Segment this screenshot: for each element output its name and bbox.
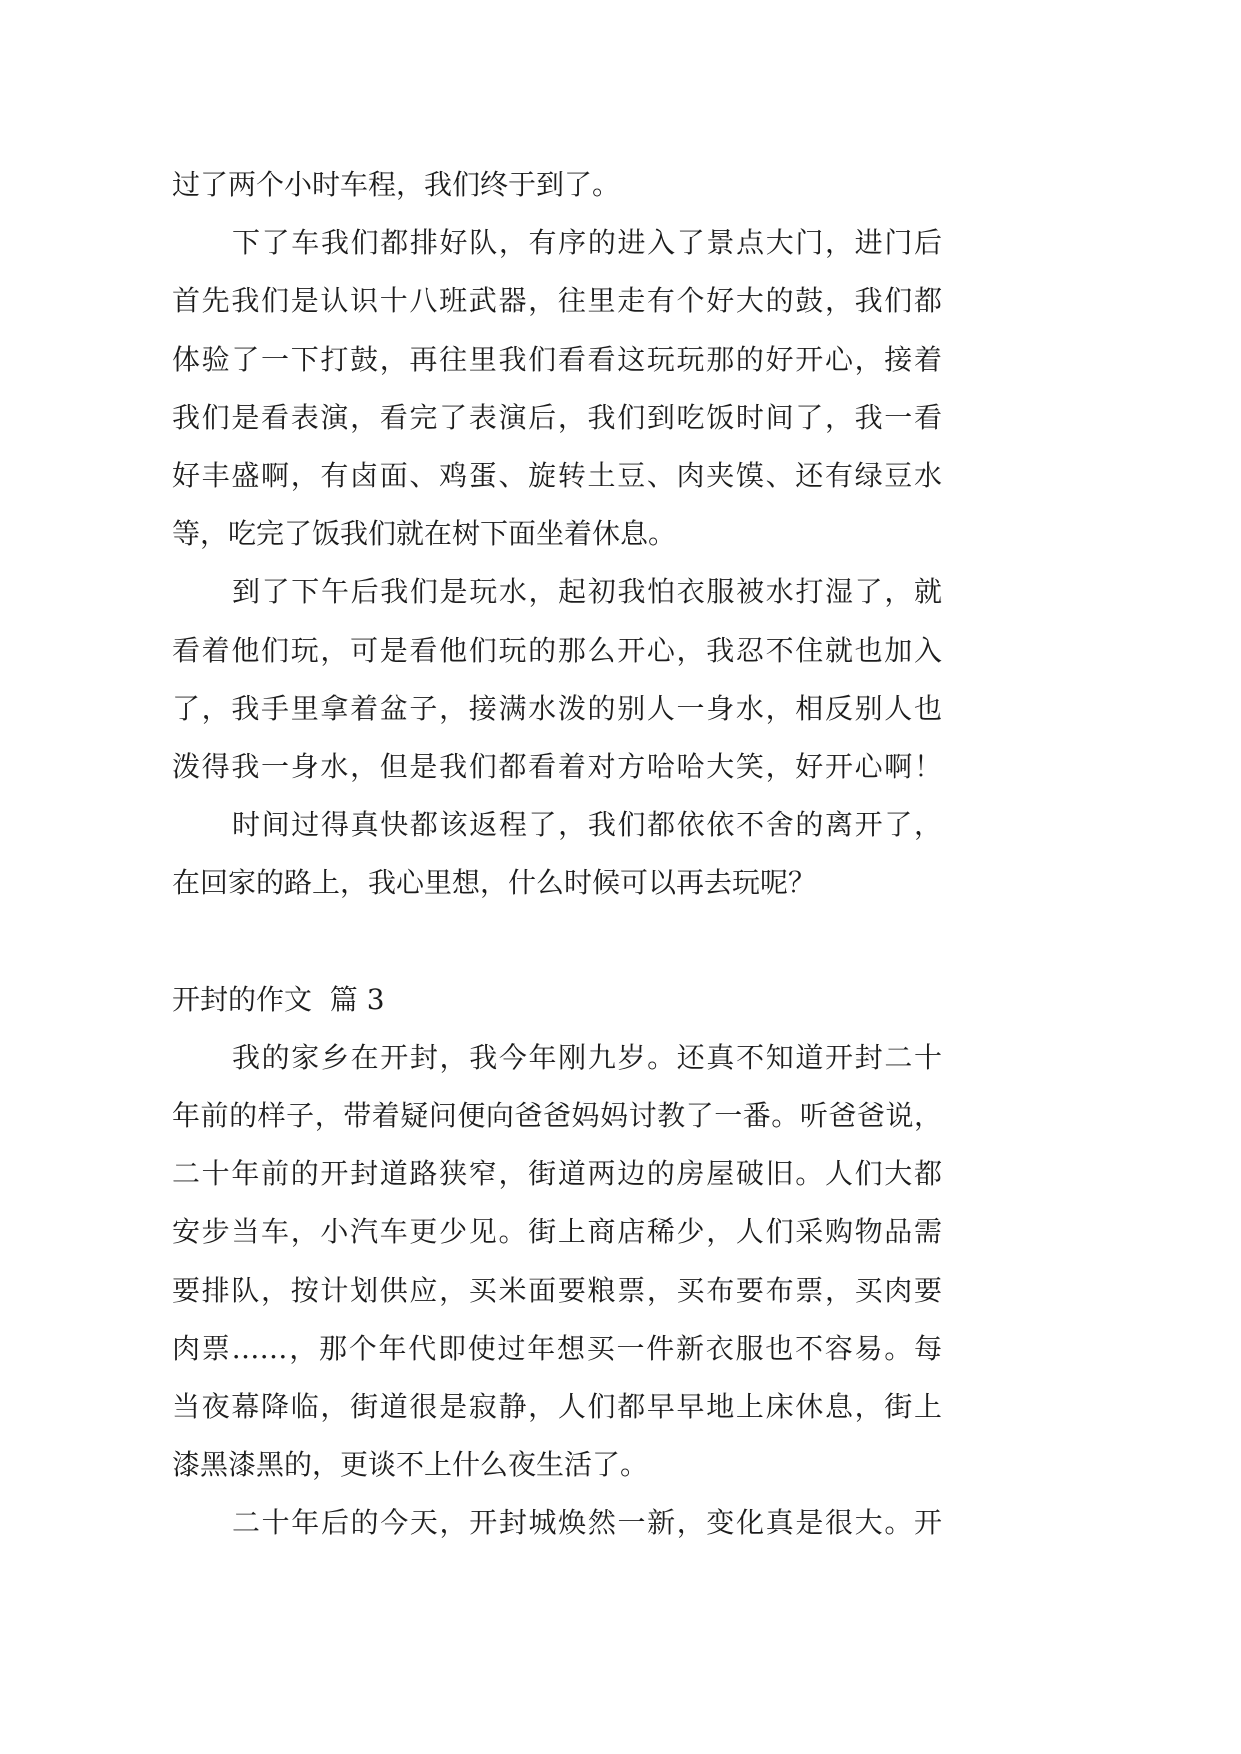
text-line: 好丰盛啊，有卤面、鸡蛋、旋转土豆、肉夹馍、还有绿豆水 [172,458,942,492]
text-line: 漆黑漆黑的，更谈不上什么夜生活了。 [172,1448,649,1482]
text-line: 等，吃完了饭我们就在树下面坐着休息。 [172,517,677,551]
text-line: 时间过得真快都该返程了，我们都依依不舍的离开了， [232,808,942,842]
text-line: 在回家的路上，我心里想，什么时候可以再去玩呢？ [172,866,817,900]
text-line: 泼得我一身水，但是我们都看着对方哈哈大笑，好开心啊！ [172,749,942,783]
paragraph [172,796,942,912]
text-line: 肉票……，那个年代即使过年想买一件新衣服也不容易。每 [172,1331,942,1365]
text-line: 年前的样子，带着疑问便向爸爸妈妈讨教了一番。听爸爸说， [172,1099,942,1132]
text-line: 体验了一下打鼓，再往里我们看看这玩玩那的好开心，接着 [172,342,942,376]
text-line: 过了两个小时车程，我们终于到了。 [172,168,621,201]
blank-line [172,912,942,970]
text-line: 安步当车，小汽车更少见。街上商店稀少，人们采购物品需 [172,1215,942,1249]
section-heading: 开封的作文 篇 3 [172,982,385,1016]
paragraph [172,563,942,796]
paragraph [172,214,942,563]
paragraph [172,1029,942,1495]
text-line: 首先我们是认识十八班武器，往里走有个好大的鼓，我们都 [172,284,942,318]
text-line: 当夜幕降临，街道很是寂静，人们都早早地上床休息，街上 [172,1389,942,1423]
paragraph [172,1494,942,1552]
text-line: 看着他们玩，可是看他们玩的那么开心，我忍不住就也加入 [172,633,942,667]
document-page [172,156,942,1553]
text-line: 下了车我们都排好队，有序的进入了景点大门，进门后 [232,226,942,260]
text-line: 了，我手里拿着盆子，接满水泼的别人一身水，相反别人也 [172,691,942,725]
text-line: 到了下午后我们是玩水，起初我怕衣服被水打湿了，就 [232,575,942,609]
text-line: 二十年后的今天，开封城焕然一新，变化真是很大。开 [232,1506,942,1540]
text-line: 要排队，按计划供应，买米面要粮票，买布要布票，买肉要 [172,1273,942,1307]
paragraph [172,156,942,214]
text-line: 我的家乡在开封，我今年刚九岁。还真不知道开封二十 [232,1040,942,1074]
text-line: 我们是看表演，看完了表演后，我们到吃饭时间了，我一看 [172,400,942,434]
text-line: 二十年前的开封道路狭窄，街道两边的房屋破旧。人们大都 [172,1157,942,1191]
